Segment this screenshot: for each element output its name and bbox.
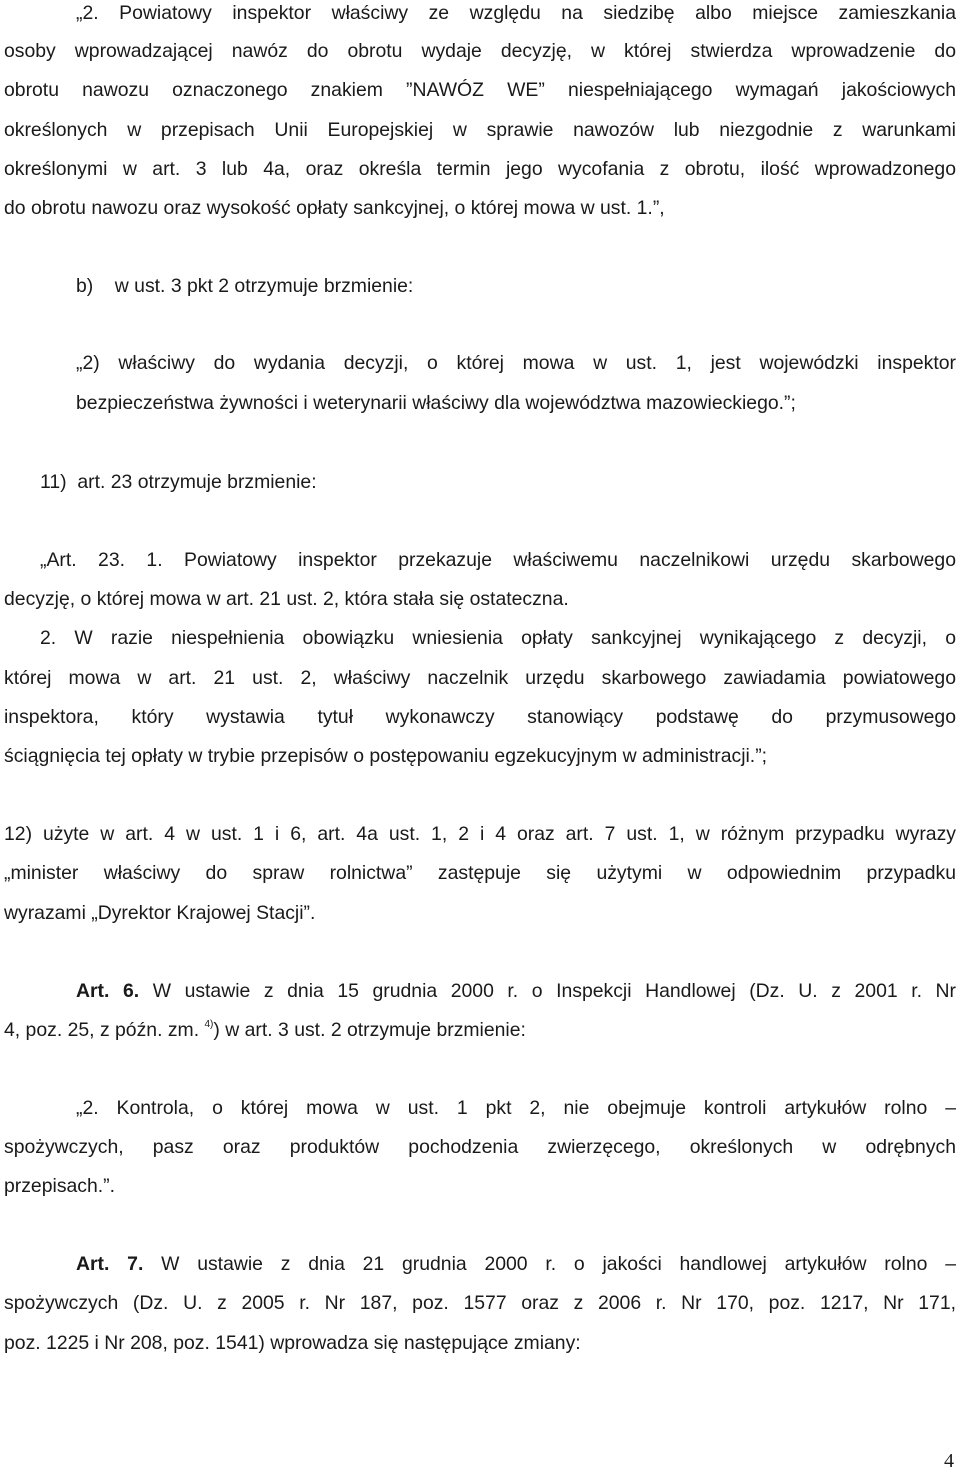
text-span: W ustawie z dnia 21 grudnia 2000 r. o jakości handlowej artykułów rolno – xyxy=(161,1253,956,1275)
text-line: ściągnięcia tej opłaty w trybie przepisów o postępowaniu egzekucyjnym w administracji.”; xyxy=(4,745,768,767)
text-line: wyrazami „Dyrektor Krajowej Stacji”. xyxy=(4,902,316,924)
text-line: „2. Powiatowy inspektor właściwy ze względu na siedzibę albo miejsce zamieszkania xyxy=(76,2,956,24)
text-line: 12) użyte w art. 4 w ust. 1 i 6, art. 4a ust. 1, 2 i 4 oraz art. 7 ust. 1, w różnym przypadku wyrazy xyxy=(4,823,956,845)
text-line: przepisach.”. xyxy=(4,1175,116,1197)
text-span: W ustawie z dnia 15 grudnia 2000 r. o Inspekcji Handlowej (Dz. U. z 2001 r. Nr xyxy=(152,980,957,1002)
text-line: osoby wprowadzającej nawóz do obrotu wydaje decyzję, w której stwierdza wprowadzenie do xyxy=(4,40,956,62)
footnote-ref: 4) xyxy=(204,1019,214,1030)
text-line: obrotu nawozu oznaczonego znakiem ”NAWÓZ WE” niespełniającego wymagań jakościowych xyxy=(4,79,956,101)
text-line: bezpieczeństwa żywności i weterynarii właściwy dla województwa mazowieckiego.”; xyxy=(76,392,796,414)
text-line: spożywczych, pasz oraz produktów pochodzenia zwierzęcego, określonych w odrębnych xyxy=(4,1136,956,1158)
text-line: do obrotu nawozu oraz wysokość opłaty sankcyjnej, o której mowa w ust. 1.”, xyxy=(4,197,665,219)
article-label: Art. 7. xyxy=(76,1253,144,1275)
list-item: b) w ust. 3 pkt 2 otrzymuje brzmienie: xyxy=(76,275,414,297)
text-line: której mowa w art. 21 ust. 2, właściwy naczelnik urzędu skarbowego zawiadamia powiatowego xyxy=(4,667,956,689)
text-line: „minister właściwy do spraw rolnictwa” zastępuje się użytymi w odpowiednim przypadku xyxy=(4,862,956,884)
article-label: Art. 6. xyxy=(76,980,140,1002)
article-7-line xyxy=(76,1251,956,1277)
text-line: „2. Kontrola, o której mowa w ust. 1 pkt 2, nie obejmuje kontroli artykułów rolno – xyxy=(76,1097,956,1119)
text-line: określonych w przepisach Unii Europejskiej w sprawie nawozów lub niezgodnie z warunkami xyxy=(4,119,956,141)
text-line: 2. W razie niespełnienia obowiązku wniesienia opłaty sankcyjnej wynikającego z decyzji, o xyxy=(40,627,956,649)
text-line: „Art. 23. 1. Powiatowy inspektor przekazuje właściwemu naczelnikowi urzędu skarbowego xyxy=(40,549,956,571)
text-line: spożywczych (Dz. U. z 2005 r. Nr 187, poz. 1577 oraz z 2006 r. Nr 170, poz. 1217, Nr 171, xyxy=(4,1292,956,1314)
article-6-line xyxy=(76,978,956,1004)
page-number: 4 xyxy=(944,1450,954,1472)
text-line: poz. 1225 i Nr 208, poz. 1541) wprowadza się następujące zmiany: xyxy=(4,1332,581,1354)
text-line: decyzję, o której mowa w art. 21 ust. 2, która stała się ostateczna. xyxy=(4,588,569,610)
text-line xyxy=(4,1017,956,1043)
text-span: 4, poz. 25, z późn. zm. xyxy=(4,1019,200,1041)
text-line: inspektora, który wystawia tytuł wykonawczy stanowiący podstawę do przymusowego xyxy=(4,706,956,728)
text-line: określonymi w art. 3 lub 4a, oraz określa termin jego wycofania z obrotu, ilość wprowadzonego xyxy=(4,158,956,180)
text-span: ) w art. 3 ust. 2 otrzymuje brzmienie: xyxy=(213,1019,526,1041)
text-line: „2) właściwy do wydania decyzji, o której mowa w ust. 1, jest wojewódzki inspektor xyxy=(76,352,956,374)
list-item: 11) art. 23 otrzymuje brzmienie: xyxy=(40,471,317,493)
